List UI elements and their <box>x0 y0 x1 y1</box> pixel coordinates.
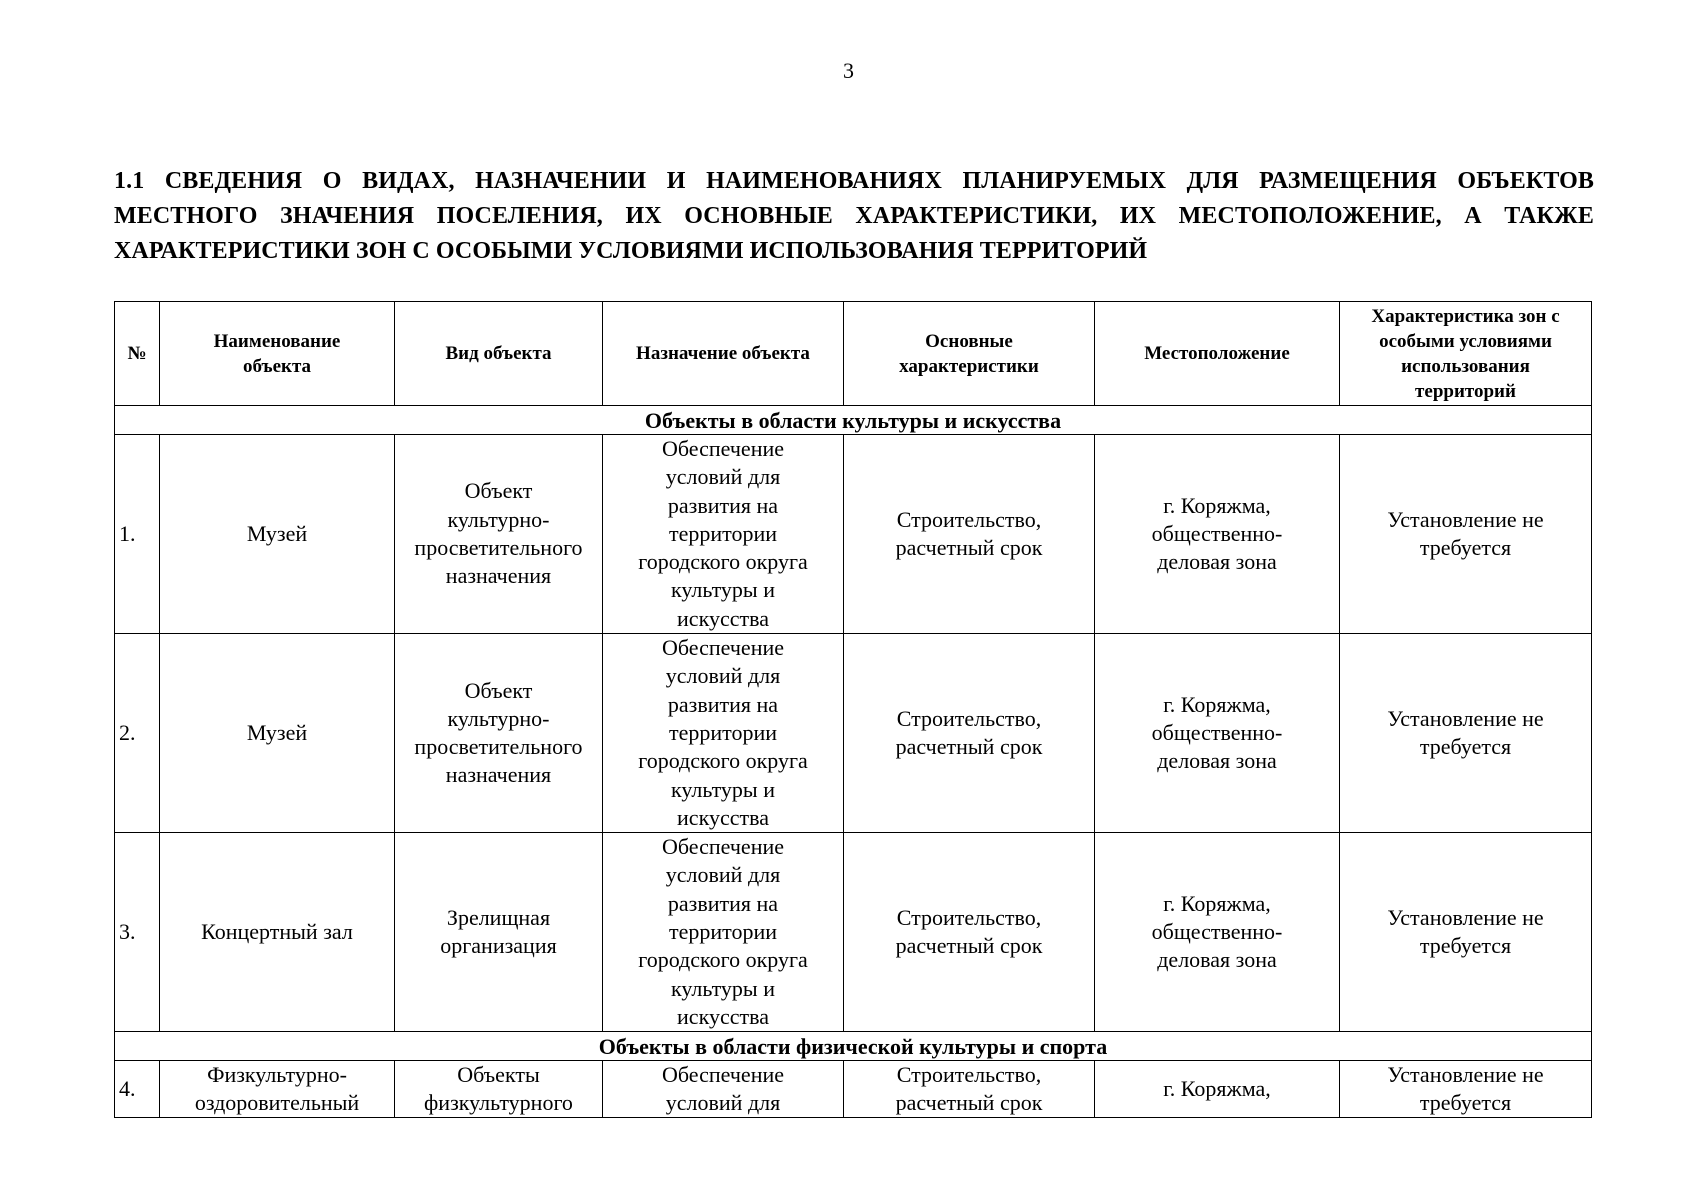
row-zones: Установление не требуется <box>1340 435 1592 634</box>
row-location: г. Коряжма, общественно- деловая зона <box>1095 833 1340 1032</box>
row-location: г. Коряжма, общественно- деловая зона <box>1095 435 1340 634</box>
row-characteristics: Строительство, расчетный срок <box>844 634 1095 833</box>
section-title-culture: Объекты в области культуры и искусства <box>115 406 1592 435</box>
row-zones: Установление не требуется <box>1340 833 1592 1032</box>
row-num: 2. <box>115 634 160 833</box>
row-characteristics: Строительство, расчетный срок <box>844 833 1095 1032</box>
section-row-culture <box>115 406 1592 435</box>
row-purpose: Обеспечение условий для <box>603 1061 844 1118</box>
row-location: г. Коряжма, <box>1095 1061 1340 1118</box>
table-row <box>115 1061 1592 1118</box>
row-zones: Установление не требуется <box>1340 1061 1592 1118</box>
header-name: Наименование объекта <box>160 302 395 406</box>
row-name: Физкультурно- оздоровительный <box>160 1061 395 1118</box>
header-location: Местоположение <box>1095 302 1340 406</box>
header-purpose: Назначение объекта <box>603 302 844 406</box>
header-zones: Характеристика зон с особыми условиями использования территорий <box>1340 302 1592 406</box>
row-purpose: Обеспечение условий для развития на территории городского округа культуры и искусства <box>603 833 844 1032</box>
table-row <box>115 833 1592 1032</box>
header-num: № <box>115 302 160 406</box>
row-type: Зрелищная организация <box>395 833 603 1032</box>
row-type: Объект культурно- просветительного назначения <box>395 634 603 833</box>
table-row <box>115 634 1592 833</box>
page-number: 3 <box>843 58 854 83</box>
header-characteristics: Основные характеристики <box>844 302 1095 406</box>
row-characteristics: Строительство, расчетный срок <box>844 435 1095 634</box>
row-num: 3. <box>115 833 160 1032</box>
row-name: Музей <box>160 634 395 833</box>
section-heading: 1.1 СВЕДЕНИЯ О ВИДАХ, НАЗНАЧЕНИИ И НАИМЕНОВАНИЯХ ПЛАНИРУЕМЫХ ДЛЯ РАЗМЕЩЕНИЯ ОБЪЕКТОВ МЕСТНОГО ЗНАЧЕНИЯ ПОСЕЛЕНИЯ, ИХ ОСНОВНЫЕ ХАРАКТЕРИСТИКИ, ИХ МЕСТОПОЛОЖЕНИЕ, А ТАКЖЕ ХАРАКТЕРИСТИКИ ЗОН С ОСОБЫМИ УСЛОВИЯМИ ИСПОЛЬЗОВАНИЯ ТЕРРИТОРИЙ <box>114 168 1594 264</box>
row-purpose: Обеспечение условий для развития на территории городского округа культуры и искусства <box>603 634 844 833</box>
section-row-sport <box>115 1032 1592 1061</box>
table-header-row <box>115 302 1592 406</box>
header-type: Вид объекта <box>395 302 603 406</box>
row-name: Концертный зал <box>160 833 395 1032</box>
row-zones: Установление не требуется <box>1340 634 1592 833</box>
row-type: Объект культурно- просветительного назначения <box>395 435 603 634</box>
planned-objects-table <box>114 301 1592 1118</box>
section-title-sport: Объекты в области физической культуры и спорта <box>115 1032 1592 1061</box>
table-row <box>115 435 1592 634</box>
row-characteristics: Строительство, расчетный срок <box>844 1061 1095 1118</box>
row-purpose: Обеспечение условий для развития на территории городского округа культуры и искусства <box>603 435 844 634</box>
row-location: г. Коряжма, общественно- деловая зона <box>1095 634 1340 833</box>
row-num: 1. <box>115 435 160 634</box>
row-num: 4. <box>115 1061 160 1118</box>
row-name: Музей <box>160 435 395 634</box>
row-type: Объекты физкультурного <box>395 1061 603 1118</box>
